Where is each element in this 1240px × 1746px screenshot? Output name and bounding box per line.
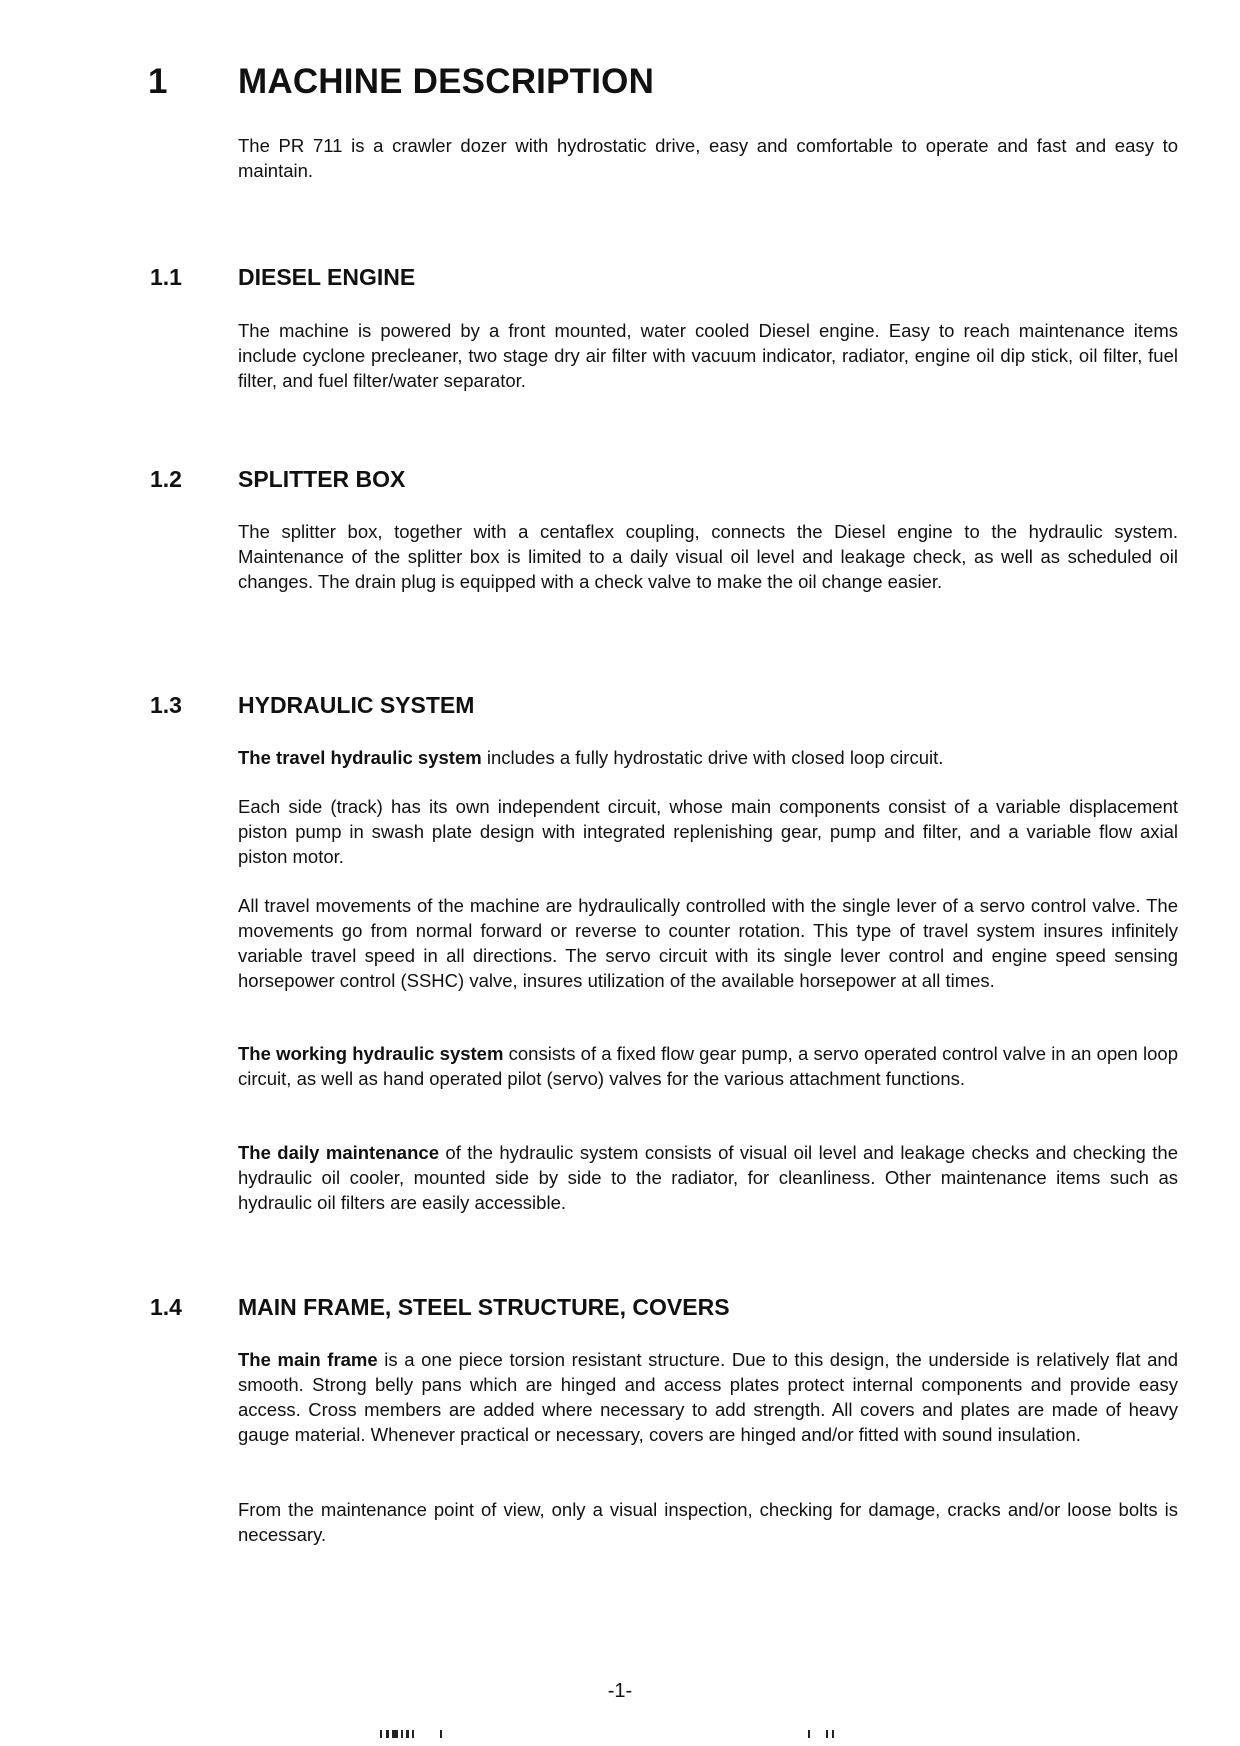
- paragraph-text: The machine is powered by a front mounted, water cooled Diesel engine. Easy to reach maintenance items include cyclone precleaner, two stage dry air filter with vacuum indicator, radiator, engine oil dip stick, oil filter, fuel filter, and fuel filter/water separator.: [238, 320, 1178, 391]
- paragraph: [238, 519, 1178, 594]
- paragraph: [238, 1140, 1178, 1215]
- paragraph-lead: The travel hydraulic system: [238, 747, 482, 768]
- section-number: 1.1: [150, 264, 182, 290]
- section-title: SPLITTER BOX: [238, 466, 406, 492]
- paragraph-text: is a one piece torsion resistant structure. Due to this design, the underside is relatively flat and smooth. Strong belly pans which are hinged and access plates protect internal components and provide easy access. Cross members are added where necessary to add strength. All covers and plates are made of heavy gauge material. Whenever practical or necessary, covers are hinged and/or fitted with sound insulation.: [238, 1349, 1178, 1445]
- page-number: -1-: [607, 1680, 633, 1702]
- paragraph: [238, 794, 1178, 869]
- paragraph: [238, 745, 1178, 770]
- paragraph-text: From the maintenance point of view, only a visual inspection, checking for damage, cracks and/or loose bolts is necessary.: [238, 1499, 1178, 1545]
- paragraph-text: consists of a fixed flow gear pump, a servo operated control valve in an open loop circuit, as well as hand operated pilot (servo) valves for the various attachment functions.: [238, 1043, 1178, 1089]
- paragraph-text: Each side (track) has its own independent circuit, whose main components consist of a variable displacement piston pump in swash plate design with integrated replenishing gear, pump and filter, and a variable flow axial piston motor.: [238, 796, 1178, 867]
- paragraph: [238, 1347, 1178, 1447]
- paragraph-text: All travel movements of the machine are hydraulically controlled with the single lever of a servo control valve. The movements go from normal forward or reverse to counter rotation. This type of travel system insures infinitely variable travel speed in all directions. The servo circuit with its single lever control and engine speed sensing horsepower control (SSHC) valve, insures utilization of the available horsepower at all times.: [238, 895, 1178, 991]
- paragraph-text: includes a fully hydrostatic drive with closed loop circuit.: [481, 747, 944, 768]
- section-title: MAIN FRAME, STEEL STRUCTURE, COVERS: [238, 1294, 730, 1320]
- paragraph: [238, 893, 1178, 993]
- section-number: 1.4: [150, 1294, 182, 1320]
- section-title: HYDRAULIC SYSTEM: [238, 692, 475, 718]
- paragraph-lead: The daily maintenance: [238, 1142, 439, 1163]
- section-number: 1.3: [150, 692, 182, 718]
- section-title: DIESEL ENGINE: [238, 264, 416, 290]
- paragraph: [238, 1497, 1178, 1547]
- scan-artifact-marks: [0, 1730, 1240, 1740]
- paragraph-lead: The main frame: [238, 1349, 378, 1370]
- paragraph-text: The splitter box, together with a centaflex coupling, connects the Diesel engine to the hydraulic system. Maintenance of the splitter box is limited to a daily visual oil level and leakage check, as well as scheduled oil changes. The drain plug is equipped with a check valve to make the oil change easier.: [238, 521, 1178, 592]
- paragraph: [238, 1041, 1178, 1091]
- paragraph: [238, 318, 1178, 393]
- paragraph-text: of the hydraulic system consists of visual oil level and leakage checks and checking the hydraulic oil cooler, mounted side by side to the radiator, for cleanliness. Other maintenance items such as hydraulic oil filters are easily accessible.: [238, 1142, 1178, 1213]
- intro-paragraph: The PR 711 is a crawler dozer with hydrostatic drive, easy and comfortable to operate and fast and easy to maintain.: [238, 135, 1178, 181]
- chapter-number: 1: [148, 62, 168, 101]
- chapter-title: MACHINE DESCRIPTION: [238, 62, 655, 101]
- section-number: 1.2: [150, 466, 182, 492]
- paragraph-lead: The working hydraulic system: [238, 1043, 504, 1064]
